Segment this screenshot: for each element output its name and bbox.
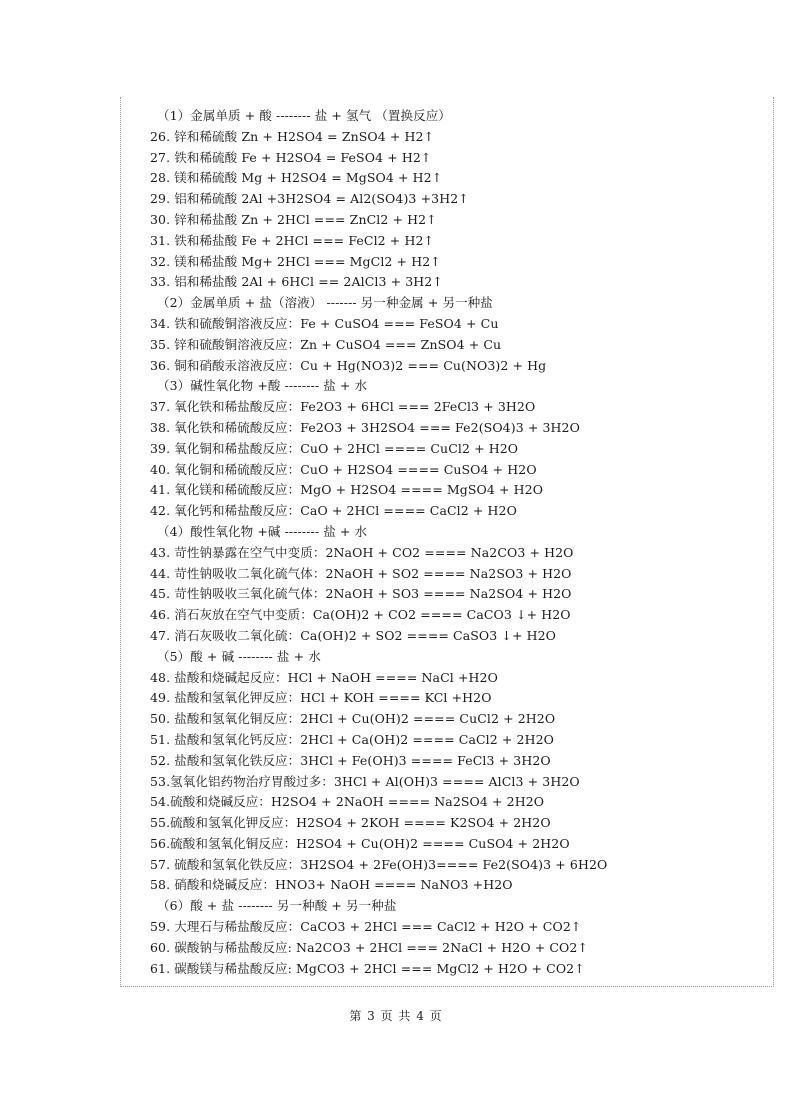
reaction-line: 47. 消石灰吸收二氧化硫：Ca(OH)2 + SO2 ==== CaSO3 ↓+ H2O (150, 627, 557, 643)
reaction-line: 42. 氧化钙和稀盐酸反应：CaO + 2HCl ==== CaCl2 + H2O (150, 503, 517, 519)
reaction-line: 35. 锌和硫酸铜溶液反应：Zn + CuSO4 === ZnSO4 + Cu (150, 336, 502, 352)
section-heading: （4）酸性氧化物 +碱 -------- 盐 + 水 (157, 523, 368, 539)
reaction-line: 50. 盐酸和氢氧化铜反应：2HCl + Cu(OH)2 ==== CuCl2 + 2H2O (150, 711, 556, 727)
reaction-line: 38. 氧化铁和稀硫酸反应：Fe2O3 + 3H2SO4 === Fe2(SO4)3 + 3H2O (150, 419, 580, 435)
reaction-line: 31. 铁和稀盐酸 Fe + 2HCl === FeCl2 + H2↑ (150, 232, 435, 248)
reaction-line: 40. 氧化铜和稀硫酸反应：CuO + H2SO4 ==== CuSO4 + H2O (150, 461, 537, 477)
reaction-line: 61. 碳酸镁与稀盐酸反应: MgCO3 + 2HCl === MgCl2 + H2O + CO2↑ (150, 960, 585, 976)
reaction-line: 28. 镁和稀硫酸 Mg + H2SO4 = MgSO4 + H2↑ (150, 170, 443, 186)
reaction-line: 33. 铝和稀盐酸 2Al + 6HCl == 2AlCl3 + 3H2↑ (150, 274, 443, 290)
reaction-line: 53.氢氧化铝药物治疗胃酸过多：3HCl + Al(OH)3 ==== AlCl3 + 3H2O (150, 773, 580, 789)
reaction-line: 51. 盐酸和氢氧化钙反应：2HCl + Ca(OH)2 ==== CaCl2 + 2H2O (150, 731, 555, 747)
reaction-line: 58. 硝酸和烧碱反应：HNO3+ NaOH ==== NaNO3 +H2O (150, 877, 513, 893)
reaction-line: 45. 苛性钠吸收三氧化硫气体：2NaOH + SO3 ==== Na2SO4 + H2O (150, 586, 572, 602)
reaction-line: 30. 锌和稀盐酸 Zn + 2HCl === ZnCl2 + H2↑ (150, 211, 437, 227)
reaction-line: 27. 铁和稀硫酸 Fe + H2SO4 = FeSO4 + H2↑ (150, 149, 432, 165)
page-footer: 第 3 页 共 4 页 (349, 1009, 443, 1023)
reaction-line: 59. 大理石与稀盐酸反应：CaCO3 + 2HCl === CaCl2 + H2O + CO2↑ (150, 919, 582, 935)
reaction-line: 36. 铜和硝酸汞溶液反应：Cu + Hg(NO3)2 === Cu(NO3)2 + Hg (150, 357, 547, 373)
reaction-line: 54.硫酸和烧碱反应：H2SO4 + 2NaOH ==== Na2SO4 + 2H2O (150, 794, 545, 810)
reaction-line: 46. 消石灰放在空气中变质：Ca(OH)2 + CO2 ==== CaCO3 ↓+ H2O (150, 607, 571, 623)
reaction-line: 32. 镁和稀盐酸 Mg+ 2HCl === MgCl2 + H2↑ (150, 253, 441, 269)
reaction-line: 48. 盐酸和烧碱起反应：HCl + NaOH ==== NaCl +H2O (150, 669, 498, 685)
reaction-line: 26. 锌和稀硫酸 Zn + H2SO4 = ZnSO4 + H2↑ (150, 128, 435, 144)
section-heading: （3）碱性氧化物 +酸 -------- 盐 + 水 (157, 378, 368, 394)
section-heading: （1）金属单质 + 酸 -------- 盐 + 氢气 （置换反应） (157, 108, 451, 123)
reaction-line: 52. 盐酸和氢氧化铁反应：3HCl + Fe(OH)3 ==== FeCl3 + 3H2O (150, 752, 551, 768)
reaction-line: 43. 苛性钠暴露在空气中变质：2NaOH + CO2 ==== Na2CO3 + H2O (150, 544, 574, 560)
reaction-line: 55.硫酸和氢氧化钾反应：H2SO4 + 2KOH ==== K2SO4 + 2H2O (150, 815, 551, 831)
reaction-line: 60. 碳酸钠与稀盐酸反应: Na2CO3 + 2HCl === 2NaCl + H2O + CO2↑ (150, 939, 589, 955)
reaction-line: 34. 铁和硫酸铜溶液反应：Fe + CuSO4 === FeSO4 + Cu (150, 315, 499, 331)
reaction-line: 41. 氧化镁和稀硫酸反应：MgO + H2SO4 ==== MgSO4 + H2O (150, 482, 544, 498)
section-heading: （2）金属单质 + 盐（溶液） ------- 另一种金属 + 另一种盐 (157, 295, 493, 311)
reaction-line: 37. 氧化铁和稀盐酸反应：Fe2O3 + 6HCl === 2FeCl3 + 3H2O (150, 399, 536, 415)
reaction-line: 57. 硫酸和氢氧化铁反应：3H2SO4 + 2Fe(OH)3==== Fe2(SO4)3 + 6H2O (150, 856, 608, 872)
section-heading: （5）酸 + 碱 -------- 盐 + 水 (157, 648, 321, 664)
reaction-line: 56.硫酸和氢氧化铜反应：H2SO4 + Cu(OH)2 ==== CuSO4 + 2H2O (150, 835, 570, 851)
reaction-line: 39. 氧化铜和稀盐酸反应：CuO + 2HCl ==== CuCl2 + H2O (150, 440, 519, 456)
reaction-line: 44. 苛性钠吸收二氧化硫气体：2NaOH + SO2 ==== Na2SO3 + H2O (150, 565, 572, 581)
section-heading: （6）酸 + 盐 -------- 另一种酸 + 另一种盐 (157, 898, 397, 914)
reaction-line: 29. 铝和稀硫酸 2Al +3H2SO4 = Al2(SO4)3 +3H2↑ (150, 191, 469, 207)
reaction-line: 49. 盐酸和氢氧化钾反应：HCl + KOH ==== KCl +H2O (150, 690, 492, 706)
reaction-list (150, 106, 770, 979)
